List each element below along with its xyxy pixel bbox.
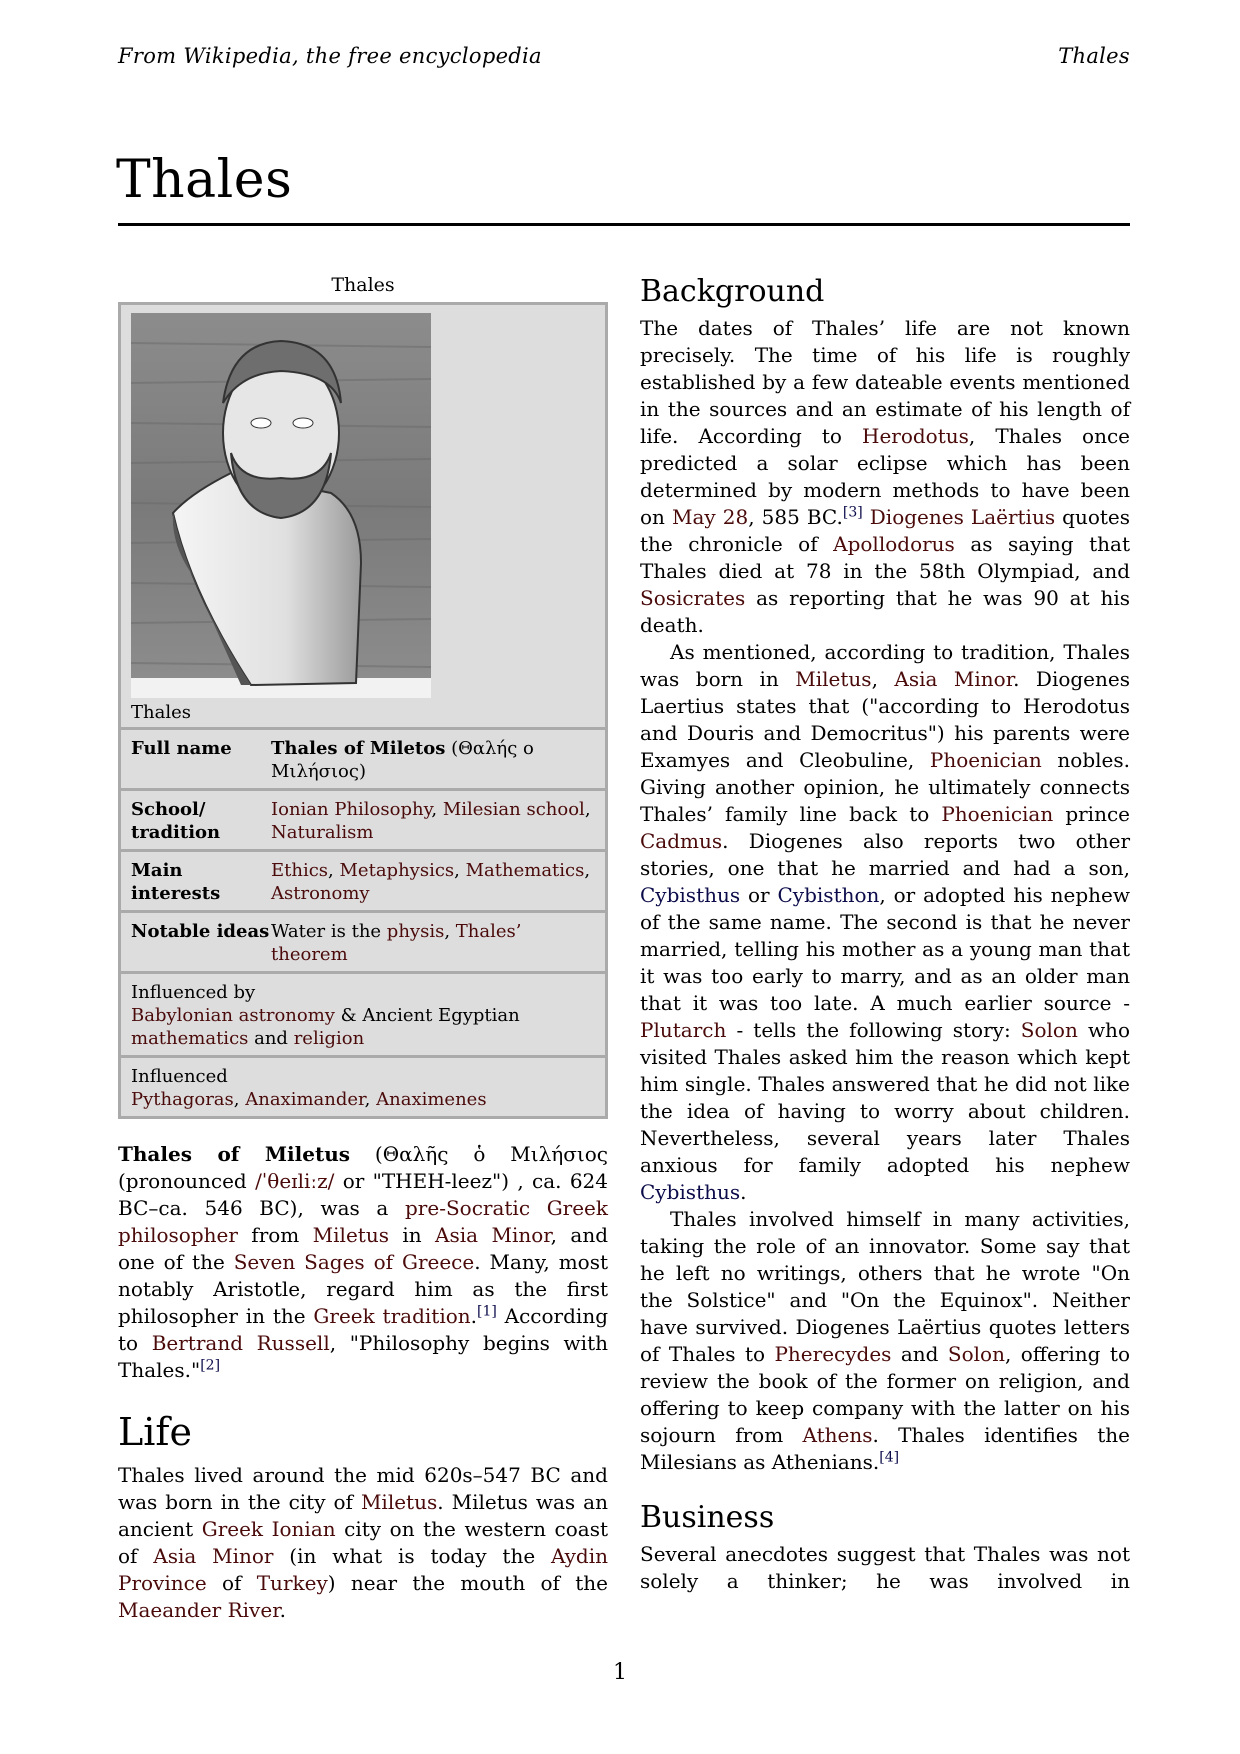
link-seven-sages[interactable]: Seven Sages of Greece <box>233 1250 475 1274</box>
link-naturalism[interactable]: Naturalism <box>271 822 374 843</box>
text: or "THEH-leez") , ca. 624 BC–ca. 546 BC), was a <box>118 1169 608 1220</box>
link-astronomy[interactable]: Astronomy <box>271 883 370 904</box>
influenced-label: Influenced <box>131 1066 228 1087</box>
link-asia-minor[interactable]: Asia Minor <box>435 1223 551 1247</box>
link-philosopher[interactable]: philosopher <box>118 1223 238 1247</box>
portrait-image[interactable] <box>131 313 431 698</box>
link-thales-theorem[interactable]: Thales’ theorem <box>271 921 522 965</box>
text: . Diogenes Laertius states that ("according to Herodotus and Douris and Democritus") his parents were Examyes and Cleobuline, <box>640 667 1130 772</box>
text: in <box>388 1223 436 1247</box>
background-paragraph-3 <box>640 1206 1130 1476</box>
link-greek-ionian[interactable]: Greek Ionian <box>201 1517 336 1541</box>
text: , 585 BC. <box>748 505 843 529</box>
link-mathematics[interactable]: Mathematics <box>465 860 585 881</box>
ideas-text: Water is the <box>271 921 387 942</box>
infobox-label: Full name <box>131 738 232 759</box>
text <box>530 1196 547 1220</box>
text: . Diogenes also reports two other stories, one that he married and had a son, <box>640 829 1130 880</box>
page-number: 1 <box>613 1660 627 1685</box>
text: from <box>237 1223 313 1247</box>
text: as reporting that he was 90 at his death. <box>640 586 1130 637</box>
text: (Θαλῆς ὁ Μιλήσιος (pronounced <box>118 1142 608 1193</box>
infobox-value <box>271 737 595 783</box>
text: . Thales identifies the Milesians as Athenians. <box>640 1423 1130 1474</box>
header-article-title: Thales <box>1058 44 1130 68</box>
text: of <box>206 1571 257 1595</box>
link-mathematics-egypt[interactable]: mathematics <box>131 1028 249 1049</box>
right-column <box>640 274 1130 1595</box>
link-maeander-river[interactable]: Maeander River <box>118 1598 280 1622</box>
page-title: Thales <box>116 150 293 210</box>
link-diogenes-laertius[interactable]: Diogenes Laërtius <box>869 505 1056 529</box>
text: and <box>891 1342 948 1366</box>
link-anaximander[interactable]: Anaximander <box>245 1089 365 1110</box>
text: ) near the mouth of the <box>327 1571 608 1595</box>
reference-3[interactable]: [3] <box>842 504 863 521</box>
link-may-28[interactable]: May 28 <box>671 505 749 529</box>
heading-life: Life <box>118 1410 192 1454</box>
link-herodotus[interactable]: Herodotus <box>862 424 969 448</box>
influenced-value: Pythagoras, Anaximander, Anaximenes <box>131 1089 487 1110</box>
infobox-influenced-by <box>121 974 605 1058</box>
link-phoenician[interactable]: Phoenician <box>929 748 1042 772</box>
link-cadmus[interactable]: Cadmus <box>640 829 723 853</box>
text: , offering to review the book of the former on religion, and offering to keep company with the latter on his sojourn from <box>640 1342 1130 1447</box>
influenced-by-label: Influenced by <box>131 982 256 1003</box>
infobox-row-school <box>121 791 605 852</box>
text <box>863 505 870 529</box>
reference-2[interactable]: [2] <box>200 1357 221 1374</box>
link-greek[interactable]: Greek <box>546 1196 609 1220</box>
text: . Many, most notably Aristotle, regard him as the first philosopher in the <box>118 1250 608 1328</box>
title-divider <box>118 223 1130 226</box>
text: & Ancient Egyptian <box>334 1005 520 1026</box>
link-plutarch[interactable]: Plutarch <box>640 1018 727 1042</box>
text: as saying that Thales died at 78 in the 58th Olympiad, and <box>640 532 1130 583</box>
link-pherecydes[interactable]: Pherecydes <box>774 1342 892 1366</box>
infobox-caption: Thales <box>331 274 395 296</box>
text: , and one of the <box>118 1223 609 1274</box>
image-caption: Thales <box>131 702 191 723</box>
link-bertrand-russell[interactable]: Bertrand Russell <box>151 1331 330 1355</box>
link-miletus[interactable]: Miletus <box>360 1490 438 1514</box>
running-header <box>118 44 1130 74</box>
link-aydin-province[interactable]: Aydin Province <box>118 1544 608 1595</box>
text: . <box>470 1304 477 1328</box>
heading-business: Business <box>640 1500 775 1535</box>
infobox-label: Notable ideas <box>131 921 270 942</box>
infobox-row-full-name <box>121 730 605 791</box>
text: Thales involved himself in many activities, taking the role of an innovator. Some say that he left no writings, others that he wrote "On the Solstice" and "On the Equinox". Neither have survived. Diogenes Laërtius quotes letters of Thales to <box>640 1207 1130 1366</box>
life-paragraph <box>118 1462 608 1624</box>
text: , <box>871 667 895 691</box>
infobox-row-ideas <box>121 913 605 974</box>
infobox-label: Main interests <box>131 860 221 904</box>
link-greek-tradition[interactable]: Greek tradition <box>313 1304 471 1328</box>
text: prince <box>1053 802 1130 826</box>
reference-1[interactable]: [1] <box>477 1303 497 1320</box>
link-apollodorus[interactable]: Apollodorus <box>833 532 955 556</box>
link-solon[interactable]: Solon <box>1020 1018 1078 1042</box>
link-cybisthon[interactable]: Cybisthon <box>777 883 880 907</box>
link-pre-socratic[interactable]: pre-Socratic <box>405 1196 531 1220</box>
link-miletus[interactable]: Miletus <box>312 1223 389 1247</box>
left-column <box>118 274 608 1624</box>
text: city on the western coast of <box>118 1517 608 1568</box>
text: . <box>740 1180 747 1204</box>
link-ipa[interactable]: /ˈθeɪliːz/ <box>255 1169 335 1193</box>
link-phoenician[interactable]: Phoenician <box>941 802 1054 826</box>
text: , or adopted his nephew of the same name. The second is that he never married, telling his mother as a young man that it was too early to marry, and as an older man that it was too late. A much earlier source - <box>640 883 1130 1015</box>
link-miletus[interactable]: Miletus <box>795 667 872 691</box>
link-anaximenes[interactable]: Anaximenes <box>376 1089 487 1110</box>
text: , "Philosophy begins with Thales." <box>118 1331 608 1382</box>
background-paragraph-2 <box>640 639 1130 1206</box>
reference-4[interactable]: [4] <box>879 1449 900 1466</box>
infobox <box>118 302 608 1119</box>
text: who visited Thales asked him the reason which kept him single. Thales answered that he did not like the idea of having to worry about children. Nevertheless, several years later Thales anxious for family adopted his nephew <box>640 1018 1130 1177</box>
text: The dates of Thales’ life are not known precisely. The time of his life is roughly established by a few dateable events mentioned in the sources and an estimate of his length of life. According to <box>640 316 1130 448</box>
intro-bold-name: Thales of Miletus <box>118 1142 350 1166</box>
link-sosicrates[interactable]: Sosicrates <box>640 586 746 610</box>
link-cybisthus[interactable]: Cybisthus <box>640 883 741 907</box>
infobox-label: School/ tradition <box>131 799 221 843</box>
link-turkey[interactable]: Turkey <box>256 1571 328 1595</box>
text: or <box>740 883 778 907</box>
text: - tells the following story: <box>726 1018 1021 1042</box>
background-paragraph-1 <box>640 315 1130 639</box>
text: Thales lived around the mid 620s–547 BC and was born in the city of <box>118 1463 608 1514</box>
link-asia-minor[interactable]: Asia Minor <box>894 667 1014 691</box>
link-metaphysics[interactable]: Metaphysics <box>339 860 455 881</box>
text: . Miletus was an ancient <box>118 1490 608 1541</box>
intro-paragraph <box>118 1141 608 1384</box>
full-name-bold: Thales of Miletos <box>271 738 446 759</box>
link-cybisthus[interactable]: Cybisthus <box>640 1180 741 1204</box>
link-milesian-school[interactable]: Milesian school <box>442 799 585 820</box>
infobox-value: Ionian Philosophy, Milesian school, Naturalism <box>271 799 591 843</box>
text: As mentioned, according to tradition, Thales was born in <box>640 640 1130 691</box>
heading-background: Background <box>640 274 825 309</box>
infobox-value: Ethics, Metaphysics, Mathematics, Astronomy <box>271 860 591 904</box>
link-babylonian-astronomy[interactable]: Babylonian astronomy <box>131 1005 335 1026</box>
header-source: From Wikipedia, the free encyclopedia <box>118 44 542 68</box>
infobox-value: Water is the physis, Thales’ theorem <box>271 921 522 965</box>
infobox-image-cell <box>121 305 605 730</box>
text: . <box>279 1598 286 1622</box>
text: (in what is today the <box>273 1544 551 1568</box>
link-solon[interactable]: Solon <box>947 1342 1005 1366</box>
infobox-row-interests <box>121 852 605 913</box>
influenced-by-value <box>131 1004 595 1050</box>
text: quotes the chronicle of <box>640 505 1131 556</box>
link-ethics[interactable]: Ethics <box>271 860 329 881</box>
text: nobles. Giving another opinion, he ultimately connects Thales’ family line back to <box>640 748 1130 826</box>
link-athens[interactable]: Athens <box>802 1423 873 1447</box>
link-physis[interactable]: physis <box>386 921 445 942</box>
link-ionian-philosophy[interactable]: Ionian Philosophy <box>271 799 432 820</box>
link-pythagoras[interactable]: Pythagoras <box>131 1089 234 1110</box>
link-religion[interactable]: religion <box>293 1028 365 1049</box>
business-paragraph: Several anecdotes suggest that Thales was not solely a thinker; he was involved in <box>640 1542 1130 1593</box>
text: , Thales once predicted a solar eclipse which has been determined by modern methods to have been on <box>640 424 1130 529</box>
link-asia-minor[interactable]: Asia Minor <box>153 1544 274 1568</box>
text: and <box>248 1028 294 1049</box>
full-name-greek: (Θαλής ο Μιλήσιος) <box>271 738 534 782</box>
text: According to <box>118 1304 608 1355</box>
infobox-influenced <box>121 1058 605 1116</box>
